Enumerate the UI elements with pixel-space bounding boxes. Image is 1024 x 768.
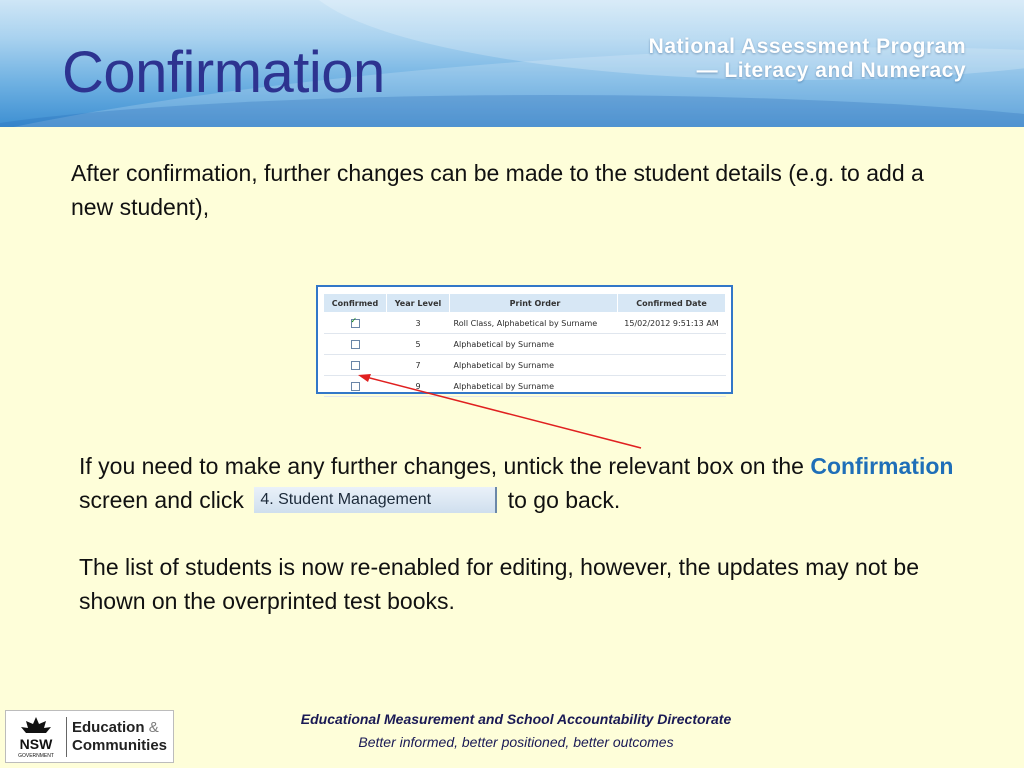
year-level-cell: 3 xyxy=(387,313,450,334)
logo-line1: Education xyxy=(72,719,145,736)
program-name-line1: National Assessment Program xyxy=(648,35,966,58)
arrow-head-icon xyxy=(358,374,371,382)
year-level-cell: 7 xyxy=(387,355,450,376)
print-order-cell: Roll Class, Alphabetical by Surname xyxy=(450,313,618,334)
student-management-button[interactable]: 4. Student Management xyxy=(254,487,497,513)
instruction-part1: If you need to make any further changes, untick the relevant box on the xyxy=(79,453,811,479)
instruction-part2: screen and click xyxy=(79,487,244,513)
print-order-cell: Alphabetical by Surname xyxy=(450,334,618,355)
year-level-cell: 5 xyxy=(387,334,450,355)
logo-nsw-text: NSW xyxy=(19,736,53,752)
instruction-part3: to go back. xyxy=(501,487,621,513)
footer-title: Educational Measurement and School Accountability Directorate xyxy=(300,711,732,727)
column-header-print-order: Print Order xyxy=(450,294,618,313)
logo-line2: Communities xyxy=(72,737,168,754)
confirmed-date-cell: 15/02/2012 9:51:13 AM xyxy=(618,313,726,334)
logo-government-text: GOVERNMENT xyxy=(18,753,54,759)
print-order-cell: Alphabetical by Surname xyxy=(450,355,618,376)
year-level-cell: 9 xyxy=(387,376,450,397)
page-title: Confirmation xyxy=(62,40,385,105)
column-header-confirmed-date: Confirmed Date xyxy=(618,294,726,313)
column-header-year-level: Year Level xyxy=(387,294,450,313)
logo-amp: & xyxy=(148,719,159,736)
intro-text: After confirmation, further changes can be made to the student details (e.g. to add a new student), xyxy=(71,160,924,220)
program-name-line2: — Literacy and Numeracy xyxy=(696,59,966,82)
confirmation-highlight: Confirmation xyxy=(810,453,954,479)
footer-tagline: Better informed, better positioned, better outcomes xyxy=(358,734,674,750)
print-order-cell: Alphabetical by Surname xyxy=(450,376,618,397)
instruction-text xyxy=(79,449,979,517)
note-text: The list of students is now re-enabled for editing, however, the updates may not be shown on the overprinted test books. xyxy=(79,554,919,614)
arrow-line xyxy=(366,377,641,448)
column-header-confirmed: Confirmed xyxy=(324,294,387,313)
